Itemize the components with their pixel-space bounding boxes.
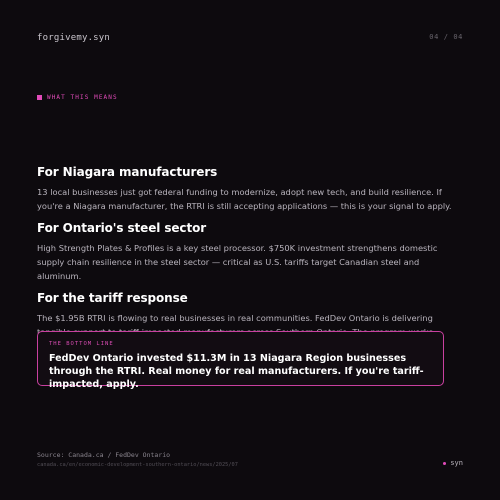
- block-body: High Strength Plates & Profiles is a key steel processor. $750K investment strengthens domestic supply chain resilience in the steel sector — critical as U.S. tariffs target Canadian steel and aluminum.: [37, 243, 438, 281]
- block-title: For Ontario's steel sector: [37, 221, 207, 235]
- dot-icon: [443, 462, 446, 465]
- content-blocks: [37, 165, 455, 347]
- section-tag-label: WHAT THIS MEANS: [47, 94, 118, 101]
- block-niagara-manufacturers: [37, 165, 455, 213]
- footer-brand-label: syn: [450, 459, 463, 467]
- source-url: canada.ca/en/economic-development-southern-ontario/news/2025/07: [37, 462, 238, 468]
- block-body: 13 local businesses just got federal funding to modernize, adopt new tech, and build resilience. If you're a Niagara manufacturer, the RTRI is still accepting applications — this is your signal to apply.: [37, 187, 452, 211]
- footer-brand: [443, 459, 463, 467]
- block-title: For Niagara manufacturers: [37, 165, 218, 179]
- section-tag: [37, 94, 118, 101]
- square-bullet-icon: [37, 95, 42, 100]
- source-credit: [37, 451, 238, 468]
- block-body: The $1.95B RTRI is flowing to real businesses in real communities. FedDev Ontario is delivering: [37, 313, 433, 323]
- source-text: Source: Canada.ca / FedDev Ontario: [37, 451, 171, 459]
- bottom-line-callout: [37, 331, 444, 390]
- brand-name: forgivemy.syn: [37, 33, 111, 43]
- block-title: For the tariff response: [37, 291, 188, 305]
- callout-text: FedDev Ontario invested $11.3M in 13 Niagara Region businesses through the RTRI. Real money for real manufacturers. If you're tariff-impacted, apply.: [49, 353, 424, 390]
- page-indicator: 04 / 04: [429, 33, 463, 41]
- block-steel-sector: [37, 221, 455, 283]
- callout-label: THE BOTTOM LINE: [49, 341, 114, 347]
